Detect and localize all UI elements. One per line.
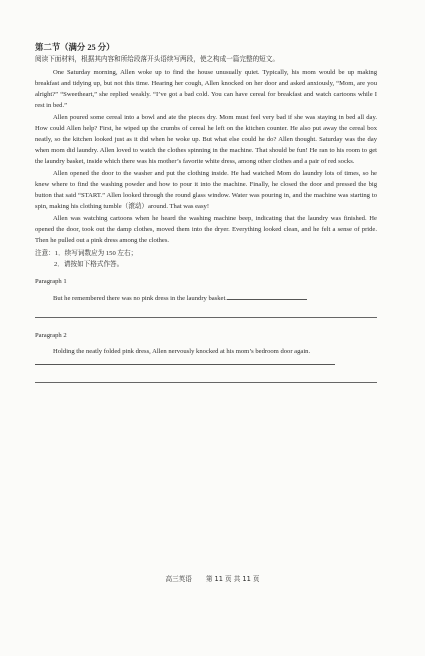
writing-line-1[interactable] [35, 317, 377, 318]
paragraph-1-starter-line [35, 292, 377, 304]
note-line-1: 注意：1．续写词数应为 150 左右； [35, 250, 138, 258]
answer-blank-inline-1[interactable] [227, 292, 307, 300]
passage-paragraph-1: One Saturday morning, Allen woke up to find the house unusually quiet. Typically, his mom would be up making breakfast and tidying up, but not this time. Hearing her cough, Allen knocked on her door and asked anxiously, “Mom, are you alright?” “Sweetheart,” she replied weakly. “I’ve got a bad cold. You can have cereal for breakfast and watch cartoons while I rest in bed.” [35, 69, 377, 110]
instruction-text: 阅读下面材料，根据其内容和所给段落开头语续写两段，使之构成一篇完整的短文。 [35, 56, 279, 63]
notes-block [35, 248, 377, 270]
paragraph-1-starter: But he remembered there was no pink dress in the laundry basket. [53, 294, 227, 302]
writing-line-2[interactable] [35, 382, 377, 383]
note-line-2: 2．请按如下格式作答。 [54, 261, 124, 269]
passage-paragraph-4: Allen was watching cartoons when he heard the washing machine beep, indicating that the laundry was finished. He opened the door, took out the damp clothes, moved them into the dryer. Everything looked clean, and he felt a sense of pride. Then he pulled out a pink dress among the clothes. [35, 215, 377, 245]
passage-paragraph-3: Allen opened the door to the washer and put the clothing inside. He had watched Mom do laundry lots of times, so he knew where to find the washing powder and how to pour it into the machine. Finally, he closed the door and pressed the big button that said “START.” Allen looked through the round glass window. Water was pouring in, and the machine was starting to spin, making his clothing tumble（滚动）around. That was easy! [35, 170, 377, 211]
paragraph-2-starter-line [35, 346, 377, 369]
footer-page-info: 第 11 页 共 11 页 [205, 575, 260, 583]
answer-blank-inline-2[interactable] [35, 357, 335, 365]
passage-paragraph-2: Allen poured some cereal into a bowl and ate the pieces dry. Mom must feel very bad if she was staying in bed all day. How could Allen help? First, he wiped up the crumbs of cereal he left on the kitchen counter. He also put away the cereal box neatly, so the kitchen looked just as it did when he woke up. But what else could he do? Allen thought. Saturday was the day when mom did laundry. Allen loved to watch the clothes spinning in the machine. That should be fun! He ran to his room to get the laundry basket, inside which there was his mother’s favorite white dress, among other clothes and a pair of red socks. [35, 113, 377, 166]
section-heading: 第二节（满分 25 分） [35, 43, 115, 52]
paragraph-2-starter: Holding the neatly folded pink dress, Allen nervously knocked at his mom’s bedroom door again. [53, 347, 311, 355]
paragraph-1-label: Paragraph 1 [35, 277, 67, 285]
paragraph-2-label: Paragraph 2 [35, 331, 67, 339]
footer-subject: 高三英语 [165, 575, 192, 583]
page-footer [0, 575, 425, 584]
